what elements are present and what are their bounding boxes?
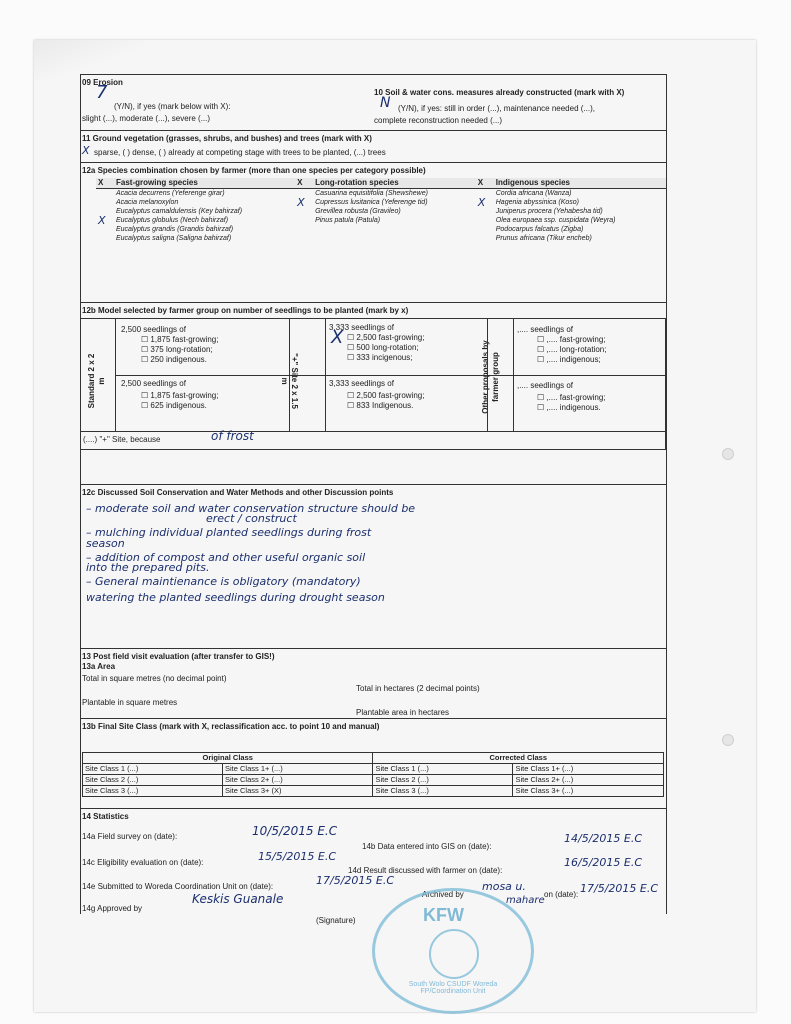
- s13-title: 13 Post field visit evaluation (after transfer to GIS!): [82, 652, 275, 661]
- s10-answer: N: [380, 95, 391, 111]
- fast-header: Fast-growing species: [114, 178, 295, 189]
- discussion-notes: – moderate soil and water conservation structure should be erect / construct – mulching individual planted seedlings during frost season – addition of compost and other useful organic soil into the prepared pits. – General maintienance is obligatory (mandatory) watering the planted seedlings during drought season: [86, 502, 416, 604]
- s10-yn: (Y/N), if yes: still in order (...), maintenance needed (...),: [398, 104, 595, 113]
- long-header: Long-rotation species: [313, 178, 476, 189]
- model-box: Standard 2 x 2 m "+" Site 2 x 1.5 m Other proposals by farmer group 2,500 seedlings of ☐ 1,875 fast-growing; ☐ 375 long-rotation; ☐ 250 indigenous. 2,500 seedlings of ☐ 1,875 fast-growing; ☐ 625 indigenous. 3,333 seedlings of X ☐ 2,500 fast-growing; ☐ 500 long-rotation; ☐ 333 incigenous; 3,333 seedlings of ☐ 2,500 fast-growing; ☐ 833 Indigenous. ,.... seedlings of ☐ ,.... fast-growing; ☐ ,.... long-rotation; ☐ ,.... indigenous; ,.... seedlings of ☐ ,.... fast-growing; ☐ ,.... indigenous. (....) "+" Site, because of frost: [80, 318, 666, 450]
- s09-severity: slight (...), moderate (...), severe (...): [82, 114, 211, 123]
- site-class-table: Original Class Corrected Class Site Class 1 (...) Site Class 1+ (...) Site Class 1 (...) Site Class 1+ (...) Site Class 2 (...) Site Class 2+ (...) Site Class 2 (...) Site Class 2+ (...) Site Class 3 (...) Site Class 3+ (X) Site Class 3 (...) Site Class 3+ (...): [82, 752, 664, 797]
- s11-title: 11 Ground vegetation (grasses, shrubs, and bushes) and trees (mark with X): [82, 134, 372, 143]
- s10-title: 10 Soil & water cons. measures already constructed (mark with X): [374, 88, 625, 97]
- s09-answer: 7: [96, 82, 108, 103]
- punch-hole-top: [722, 448, 734, 460]
- official-stamp: KFW South Wolo CSUDF Woreda FP/Coordination Unit: [372, 888, 534, 1014]
- s11-options: sparse, ( ) dense, ( ) already at competing stage with trees to be planted, (...) trees: [94, 148, 386, 157]
- s09-title: 09 Erosion: [82, 78, 123, 87]
- species-table: X Fast-growing species X Long-rotation species X Indigenous species Acacia decurrens (Yeferenge girar) Casuarina equisitifolia (Shewshewe) Cordia africana (Wanza) Acacia melanoxylon X Cupressus lusitanica (Yeferenge tid) X Hagenia abyssinica (Koso) Eucalyptus camaldulensis (Key bahirzaf) Grevillea robusta (Gravileo) Juniperus procera (Yehabesha tid) X Eucalyptus globulus (Nech bahirzaf) Pinus patula (Patula) Olea europaea ssp. cuspidata (Weyra) Eucalyptus grandis (Grandis bahirzaf) Podocarpus falcatus (Zigba) Eucalyptus saligna (Saligna bahirzaf) Prunus africana (Tikur encheb): [96, 178, 666, 243]
- s11-mark: X: [82, 144, 90, 157]
- approver-signature: Keskis Guanale: [192, 892, 284, 906]
- s12c-title: 12c Discussed Soil Conservation and Water Methods and other Discussion points: [82, 488, 394, 497]
- s12b-title: 12b Model selected by farmer group on number of seedlings to be planted (mark by x): [82, 306, 409, 315]
- indig-header: Indigenous species: [494, 178, 666, 189]
- s14-title: 14 Statistics: [82, 812, 129, 821]
- punch-hole-bottom: [722, 734, 734, 746]
- s10-line2: complete reconstruction needed (...): [374, 116, 503, 125]
- s12a-title: 12a Species combination chosen by farmer (more than one species per category possible): [82, 166, 426, 175]
- stamp-emblem-icon: [429, 929, 479, 979]
- s09-yn: (Y/N), if yes (mark below with X):: [114, 102, 231, 111]
